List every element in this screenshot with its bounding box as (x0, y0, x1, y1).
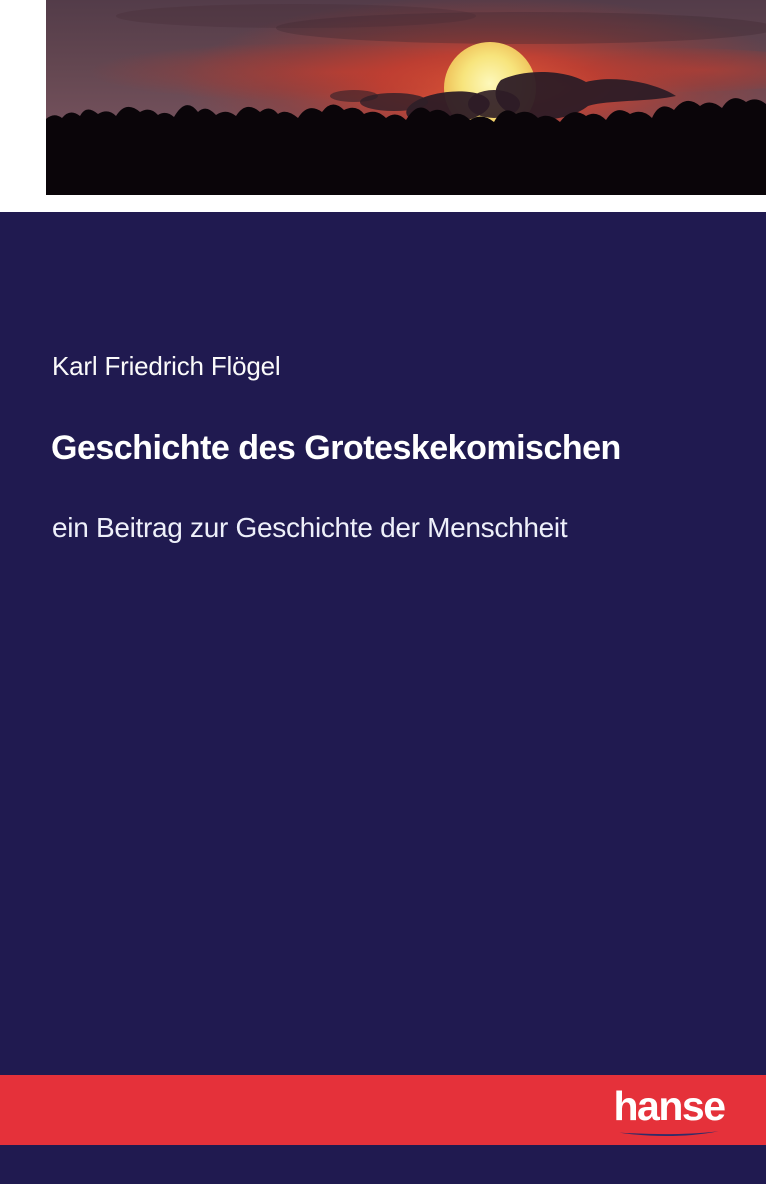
publisher-band (0, 1075, 766, 1145)
publisher-logo-text: hanse (613, 1083, 725, 1129)
author-name: Karl Friedrich Flögel (52, 351, 281, 381)
sunset-photo-illustration (46, 0, 766, 195)
book-subtitle: ein Beitrag zur Geschichte der Menschheit (52, 512, 568, 543)
book-title: Geschichte des Groteskekomischen (51, 429, 621, 467)
publisher-logo (613, 1083, 725, 1139)
cloud-streak-top2 (116, 4, 476, 28)
cover-photo (46, 0, 766, 195)
logo-swoosh-icon (613, 1128, 725, 1139)
